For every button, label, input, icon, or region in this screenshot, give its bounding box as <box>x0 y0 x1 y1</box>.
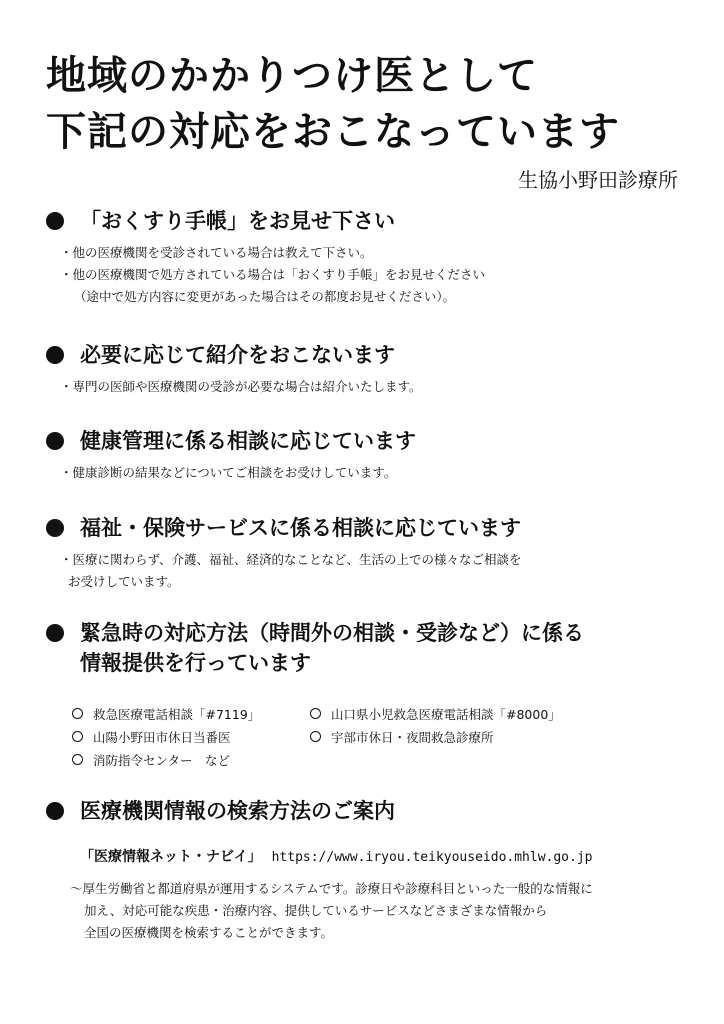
page-title <box>46 48 620 160</box>
section-referral <box>46 340 686 398</box>
service-label: 消防指令センター など <box>93 753 231 768</box>
section-body-line: （途中で処方内容に変更があった場合はその都度お見せください）。 <box>74 289 456 304</box>
section-heading-text: 健康管理に係る相談に応じています <box>80 429 416 453</box>
section-health-management <box>46 426 686 484</box>
circle-icon <box>72 731 83 742</box>
section-heading <box>46 426 686 456</box>
section-body-line: ・健康診断の結果などについてご相談をお受けしています。 <box>60 465 397 480</box>
list-item <box>72 703 310 726</box>
bullet-icon <box>46 802 64 820</box>
section-heading-text: 必要に応じて紹介をおこないます <box>80 343 395 367</box>
section-medication-notebook <box>46 206 686 308</box>
section-body-line: ・専門の医師や医療機関の受診が必要な場合は紹介いたします。 <box>60 379 422 394</box>
clinic-name: 生協小野田診療所 <box>518 168 678 192</box>
circle-icon <box>72 708 83 719</box>
page-title-line-1: 地域のかかりつけ医として <box>46 53 538 99</box>
bullet-icon <box>46 624 64 642</box>
section-welfare-insurance <box>46 513 686 593</box>
page-title-line-2: 下記の対応をおこなっています <box>46 109 620 155</box>
search-site-reference <box>80 846 593 869</box>
service-label: 山陽小野田市休日当番医 <box>93 730 231 745</box>
section-body-line: お受けしています。 <box>68 574 180 589</box>
list-item <box>72 726 310 749</box>
bullet-icon <box>46 432 64 450</box>
section-body-line: ・他の医療機関を受診されている場合は教えて下さい。 <box>60 245 373 260</box>
list-item <box>310 703 561 726</box>
site-url-link[interactable]: https://www.iryou.teikyouseido.mhlw.go.jp <box>271 850 593 865</box>
bullet-icon <box>46 519 64 537</box>
section-heading <box>46 340 686 370</box>
service-label: 救急医療電話相談「#7119」 <box>93 707 261 722</box>
section-heading-text: 医療機関情報の検索方法のご案内 <box>80 799 395 823</box>
description-line: 加え、対応可能な疾患・治療内容、提供しているサービスなどさまざまな情報から <box>84 903 548 918</box>
section-emergency-info <box>46 618 686 678</box>
search-site-description <box>70 878 593 944</box>
section-heading <box>46 513 686 543</box>
section-heading <box>46 618 686 678</box>
circle-icon <box>310 731 321 742</box>
section-heading-text: 「おくすり手帳」をお見せ下さい <box>80 209 395 233</box>
circle-icon <box>72 754 83 765</box>
section-medical-search <box>46 796 686 826</box>
section-heading <box>46 206 686 236</box>
section-heading <box>46 796 686 826</box>
site-name: 「医療情報ネット・ナビイ」 <box>80 849 262 865</box>
bullet-icon <box>46 212 64 230</box>
service-label: 山口県小児救急医療電話相談「#8000」 <box>331 707 561 722</box>
list-item <box>72 749 310 772</box>
section-heading-text <box>80 618 584 678</box>
section-body-line: ・医療に関わらず、介護、福祉、経済的なことなど、生活の上での様々なご相談を <box>60 552 522 567</box>
bullet-icon <box>46 346 64 364</box>
circle-icon <box>310 708 321 719</box>
section-heading-line-1: 緊急時の対応方法（時間外の相談・受診など）に係る <box>80 621 584 645</box>
description-line: 全国の医療機関を検索することができます。 <box>84 925 334 940</box>
section-heading-text: 福祉・保険サービスに係る相談に応じています <box>80 516 521 540</box>
service-label: 宇部市休日・夜間救急診療所 <box>331 730 494 745</box>
section-body-line: ・他の医療機関で処方されている場合は「おくすり手帳」をお見せください <box>60 267 486 282</box>
section-heading-line-2: 情報提供を行っています <box>80 651 311 675</box>
list-item <box>310 726 494 749</box>
description-line: ～厚生労働省と都道府県が運用するシステムです。診療日や診療科目といった一般的な情報に <box>70 881 593 896</box>
emergency-services-list <box>72 703 632 772</box>
